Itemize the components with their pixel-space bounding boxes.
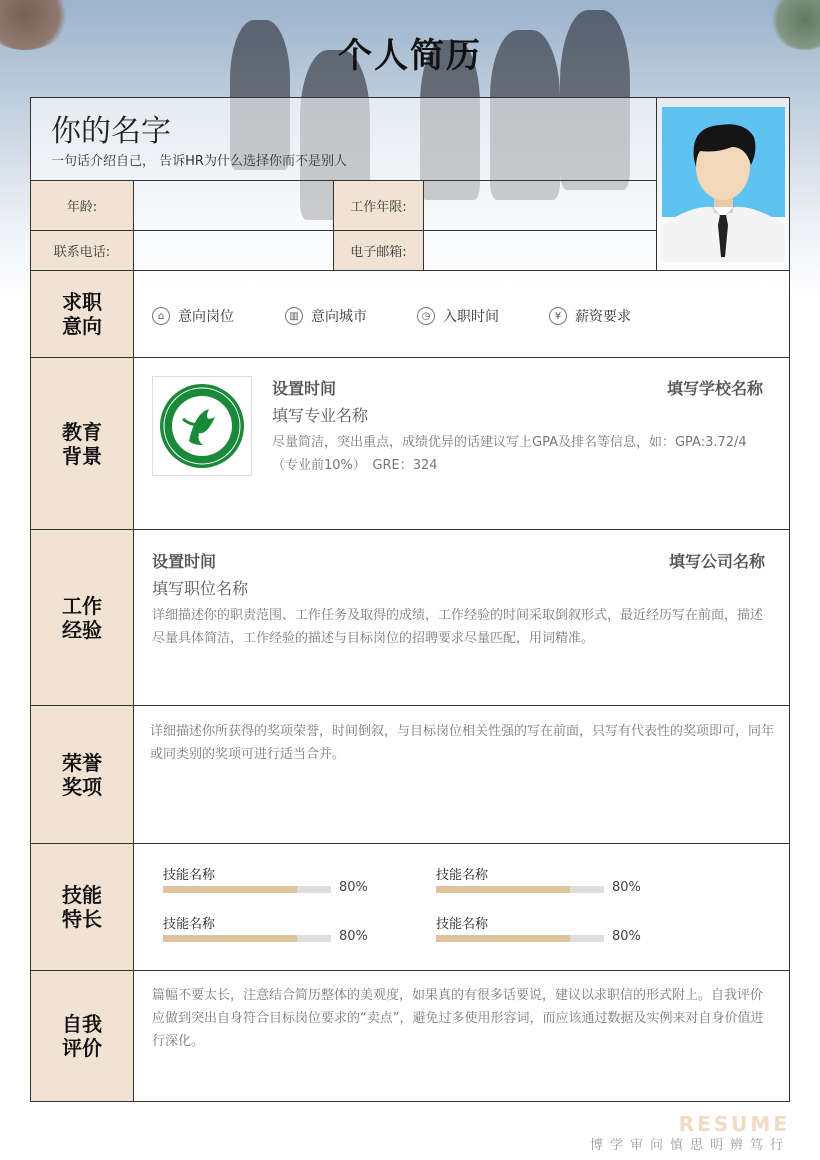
position-name: 填写职位名称 bbox=[152, 579, 249, 598]
page-title: 个人简历 bbox=[338, 36, 482, 76]
section-label-education: 教育 背景 bbox=[31, 358, 133, 529]
skill-bar-fill bbox=[163, 935, 297, 942]
work-years-label: 工作年限: bbox=[334, 181, 423, 230]
intent-item-salary: ¥ 薪资要求 bbox=[549, 306, 631, 326]
skill-name: 技能名称 bbox=[436, 868, 489, 883]
divider bbox=[31, 970, 789, 971]
avatar bbox=[662, 107, 785, 262]
skill-bar bbox=[163, 886, 331, 893]
footer-resume-text: RESUME bbox=[678, 1112, 790, 1136]
section-label-skills: 技能 特长 bbox=[31, 844, 133, 970]
age-label: 年龄: bbox=[31, 181, 133, 230]
major-name: 填写专业名称 bbox=[272, 406, 369, 425]
avatar-icon bbox=[662, 107, 785, 262]
skill-name: 技能名称 bbox=[163, 917, 216, 932]
skill-name: 技能名称 bbox=[163, 868, 216, 883]
skill-percent: 80% bbox=[612, 880, 641, 895]
intent-item-start-time: ◷ 入职时间 bbox=[417, 306, 499, 326]
section-label-intent: 求职 意向 bbox=[31, 271, 133, 357]
skill-bar bbox=[436, 886, 604, 893]
company-name: 填写公司名称 bbox=[668, 552, 765, 571]
yen-icon: ¥ bbox=[549, 307, 567, 325]
divider bbox=[31, 270, 789, 271]
divider bbox=[31, 529, 789, 530]
section-label-work: 工作 经验 bbox=[31, 530, 133, 705]
skill-bar-fill bbox=[436, 886, 570, 893]
university-seal-icon bbox=[159, 383, 245, 469]
skill-name: 技能名称 bbox=[436, 917, 489, 932]
skill-percent: 80% bbox=[339, 880, 368, 895]
intent-item-position: ⌂ 意向岗位 bbox=[152, 306, 234, 326]
skill-percent: 80% bbox=[612, 929, 641, 944]
divider bbox=[31, 357, 789, 358]
work-time: 设置时间 bbox=[152, 552, 217, 571]
education-description: 尽量简洁，突出重点，成绩优异的话建议写上GPA及排名等信息，如：GPA:3.72/4（专业前10%） GRE：324 bbox=[272, 435, 747, 473]
skill-percent: 80% bbox=[339, 929, 368, 944]
skill-bar bbox=[436, 935, 604, 942]
university-logo bbox=[152, 376, 252, 476]
phone-label: 联系电话: bbox=[31, 231, 133, 270]
skill-bar-fill bbox=[163, 886, 297, 893]
resume-sheet bbox=[30, 97, 790, 1102]
skill-bar-fill bbox=[436, 935, 570, 942]
section-label-self: 自我 评价 bbox=[31, 971, 133, 1101]
skill-bar bbox=[163, 935, 331, 942]
name-text: 你的名字 bbox=[51, 114, 171, 149]
email-label: 电子邮箱: bbox=[334, 231, 423, 270]
divider bbox=[656, 98, 657, 271]
school-name: 填写学校名称 bbox=[666, 379, 763, 398]
clock-icon: ◷ bbox=[417, 307, 435, 325]
work-description: 详细描述你的职责范围、工作任务及取得的成绩，工作经验的时间采取倒叙形式，最近经历写在前面，描述尽量具体简洁，工作经验的描述与目标岗位的招聘要求尽量匹配，用词精准。 bbox=[152, 608, 764, 646]
section-label-honors: 荣誉 奖项 bbox=[31, 706, 133, 843]
divider bbox=[31, 705, 789, 706]
divider bbox=[133, 180, 134, 1101]
self-evaluation-description: 篇幅不要太长，注意结合简历整体的美观度，如果真的有很多话要说，建议以求职信的形式附上。自我评价应做到突出自身符合目标岗位要求的“卖点”，避免过多使用形容词，而应该通过数据及实例来对自身价值进行深化。 bbox=[152, 988, 764, 1049]
honors-description: 详细描述你所获得的奖项荣誉，时间倒叙，与目标岗位相关性强的写在前面，只写有代表性的奖项即可，同年或同类别的奖项可进行适当合并。 bbox=[150, 724, 775, 762]
education-time: 设置时间 bbox=[272, 379, 337, 398]
footer-motto: 博学审问慎思明辨笃行 bbox=[589, 1138, 790, 1153]
intent-item-city: ▥ 意向城市 bbox=[285, 306, 367, 326]
building-icon: ▥ bbox=[285, 307, 303, 325]
tagline-text: 一句话介绍自己， 告诉HR为什么选择你而不是别人 bbox=[51, 154, 347, 169]
briefcase-icon: ⌂ bbox=[152, 307, 170, 325]
divider bbox=[423, 180, 424, 270]
divider bbox=[31, 843, 789, 844]
